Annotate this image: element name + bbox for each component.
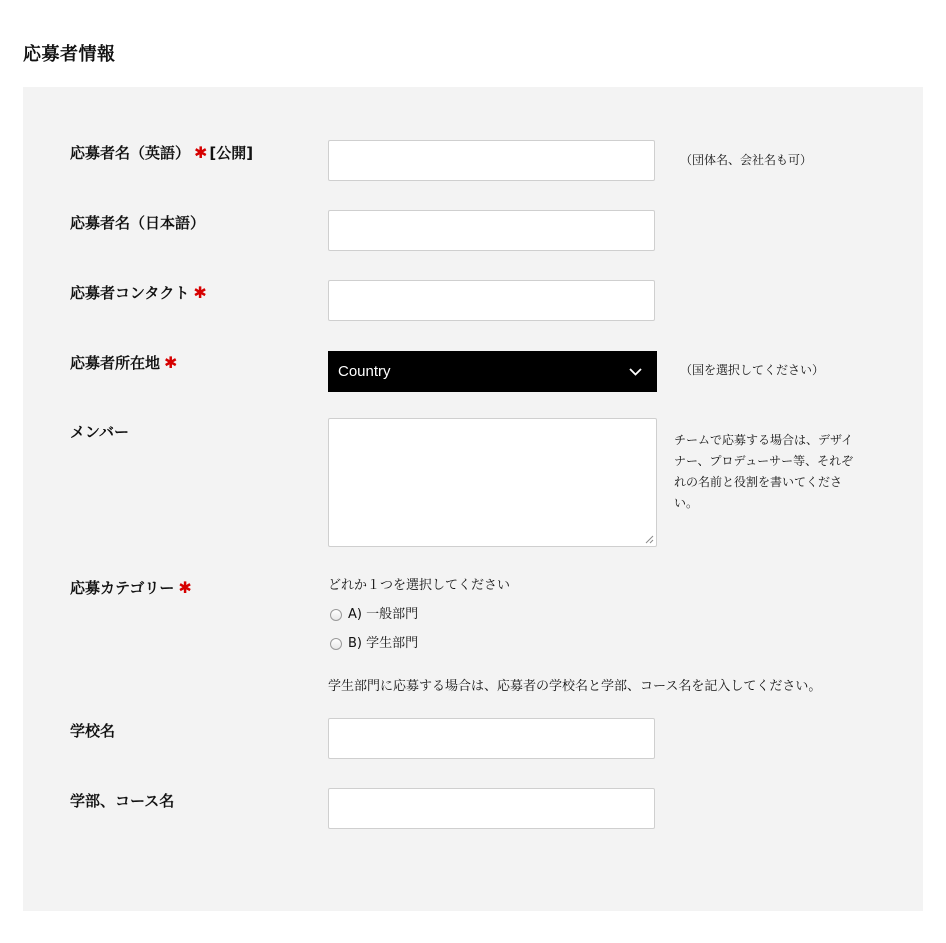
members-label-text: メンバー xyxy=(70,423,129,441)
public-tag: [公開] xyxy=(209,144,254,162)
name-en-label xyxy=(70,141,253,165)
location-label-text: 応募者所在地 xyxy=(70,354,161,372)
members-label xyxy=(70,420,129,444)
required-asterisk-icon: ✱ xyxy=(164,353,178,372)
department-label xyxy=(70,789,174,813)
resize-grip-icon[interactable] xyxy=(644,534,654,544)
student-note: 学生部門に応募する場合は、応募者の学校名と学部、コース名を記入してください。 xyxy=(328,679,822,694)
name-en-label-text: 応募者名（英語） xyxy=(70,144,191,162)
name-en-input[interactable] xyxy=(328,140,655,181)
school-label xyxy=(70,719,115,743)
location-label xyxy=(70,351,177,375)
contact-input[interactable] xyxy=(328,280,655,321)
country-select-value: Country xyxy=(338,363,391,380)
required-asterisk-icon: ✱ xyxy=(194,143,208,162)
contact-label xyxy=(70,281,207,305)
category-label-text: 応募カテゴリー xyxy=(70,579,175,597)
contact-label-text: 応募者コンタクト xyxy=(70,284,190,302)
category-label xyxy=(70,576,192,600)
required-asterisk-icon: ✱ xyxy=(178,578,192,597)
category-instruction: どれか１つを選択してください xyxy=(328,578,511,593)
radio-button[interactable] xyxy=(330,609,342,621)
chevron-down-icon xyxy=(628,365,642,379)
radio-button[interactable] xyxy=(330,638,342,650)
country-select[interactable] xyxy=(328,351,657,392)
members-textarea[interactable] xyxy=(328,418,657,547)
name-ja-label-text: 応募者名（日本語） xyxy=(70,214,206,232)
department-input[interactable] xyxy=(328,788,655,829)
department-label-text: 学部、コース名 xyxy=(70,792,175,810)
school-label-text: 学校名 xyxy=(70,722,116,740)
members-note: チームで応募する場合は、デザイナー、プロデューサー等、それぞれの名前と役割を書いてください。 xyxy=(674,433,854,510)
section-title: 応募者情報 xyxy=(23,44,116,65)
name-ja-label xyxy=(70,211,205,235)
radio-option-label: A) 一般部門 xyxy=(348,607,419,622)
name-en-note: （団体名、会社名も可） xyxy=(680,153,813,167)
radio-option-general[interactable] xyxy=(330,605,418,625)
location-note: （国を選択してください） xyxy=(680,363,825,377)
radio-option-label: B) 学生部門 xyxy=(348,636,419,651)
name-ja-input[interactable] xyxy=(328,210,655,251)
radio-option-student[interactable] xyxy=(330,634,418,654)
school-input[interactable] xyxy=(328,718,655,759)
required-asterisk-icon: ✱ xyxy=(193,283,207,302)
